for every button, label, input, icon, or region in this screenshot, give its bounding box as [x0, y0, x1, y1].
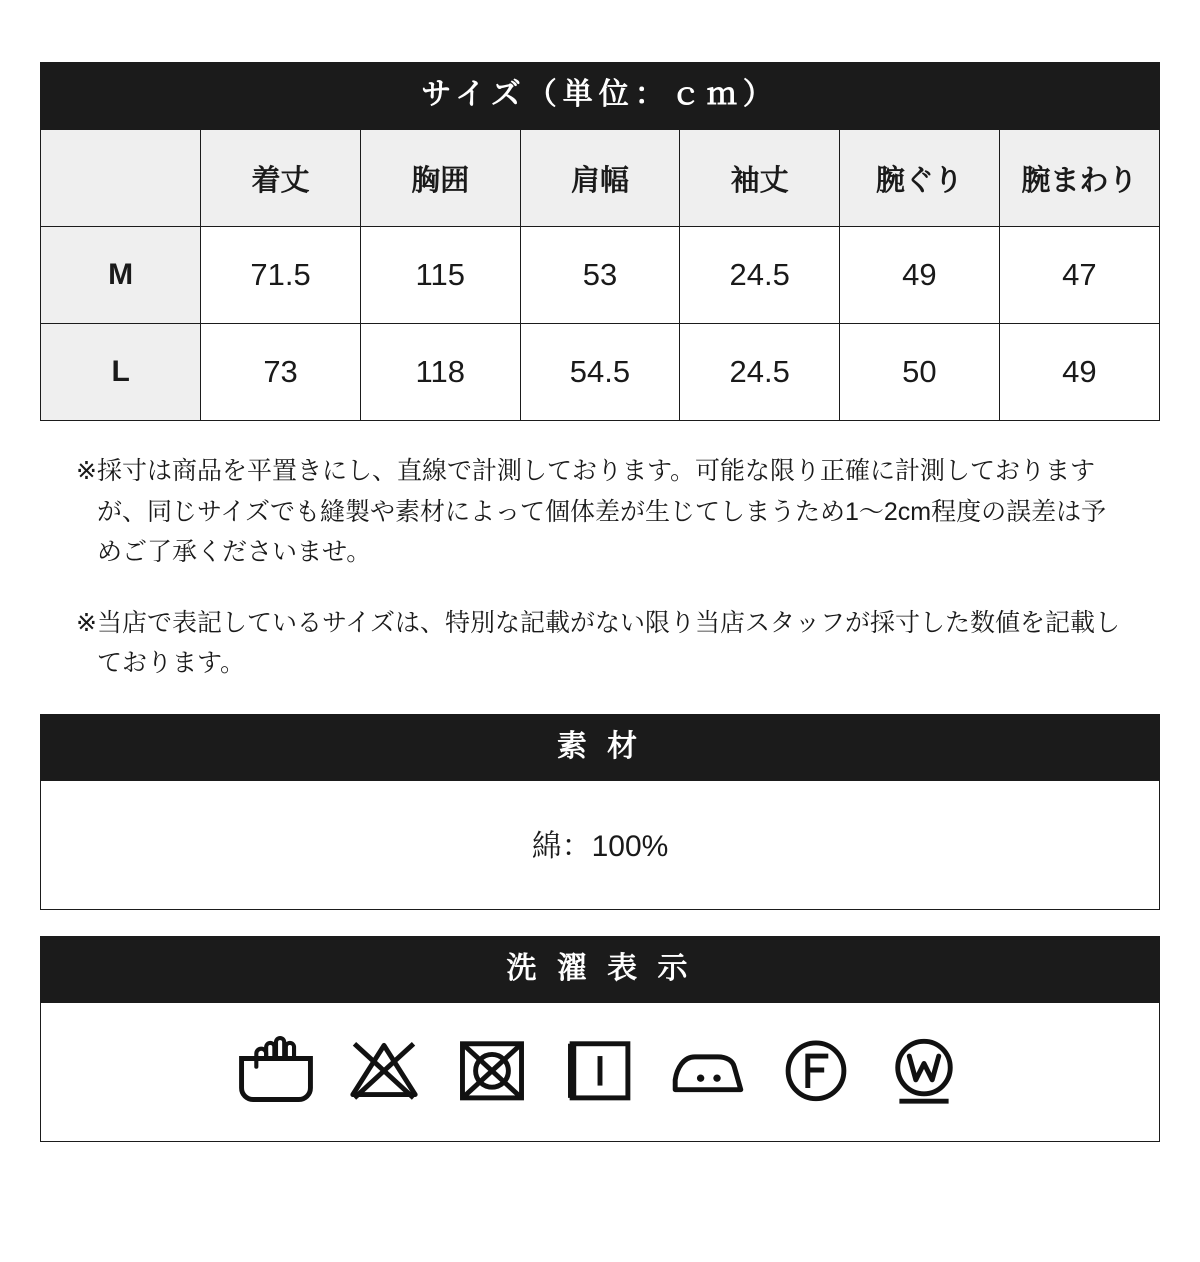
- dry-clean-petroleum-icon: [775, 1029, 857, 1111]
- material-section: [40, 714, 1160, 910]
- washing-section-title: 洗 濯 表 示: [40, 936, 1160, 1003]
- size-cell: 50: [840, 324, 1000, 421]
- note-mark: ※: [76, 457, 97, 485]
- material-section-title: 素 材: [40, 714, 1160, 781]
- note-text: 採寸は商品を平置きにし、直線で計測しております。可能な限り正確に計測しておりますが、同じサイズでも縫製や素材によって個体差が生じてしまうため1〜2cm程度の誤差は予めご了承くださいませ。: [96, 457, 1107, 566]
- size-column-header: 腕ぐり: [840, 130, 1000, 227]
- size-column-header: 袖丈: [680, 130, 840, 227]
- size-cell: 53: [520, 227, 680, 324]
- note-item: [76, 603, 1128, 684]
- material-value: 綿：100%: [41, 781, 1159, 909]
- washing-icon-row: [41, 1003, 1159, 1141]
- notes-section: [40, 451, 1160, 684]
- size-section-title: サイズ（単位：ｃｍ）: [41, 62, 1159, 129]
- size-row-label: M: [41, 227, 201, 324]
- size-row-label: L: [41, 324, 201, 421]
- size-cell: 49: [840, 227, 1000, 324]
- hand-wash-icon: [235, 1029, 317, 1111]
- size-column-header: 肩幅: [520, 130, 680, 227]
- size-cell: 24.5: [680, 324, 840, 421]
- size-table: [41, 129, 1159, 420]
- size-section: [40, 62, 1160, 421]
- line-dry-in-shade-icon: [559, 1029, 641, 1111]
- size-table-body: [41, 227, 1159, 421]
- washing-section: [40, 936, 1160, 1142]
- size-table-corner-cell: [41, 130, 201, 227]
- size-cell: 54.5: [520, 324, 680, 421]
- size-column-header: 着丈: [201, 130, 361, 227]
- size-column-header: 腕まわり: [999, 130, 1159, 227]
- size-table-header-row: [41, 130, 1159, 227]
- no-tumble-dry-icon: [451, 1029, 533, 1111]
- size-cell: 71.5: [201, 227, 361, 324]
- size-table-head: [41, 130, 1159, 227]
- product-spec-page: [0, 62, 1200, 1262]
- size-cell: 24.5: [680, 227, 840, 324]
- note-item: [76, 451, 1128, 573]
- wet-clean-icon: [883, 1029, 965, 1111]
- note-text: 当店で表記しているサイズは、特別な記載がない限り当店スタッフが採寸した数値を記載しております。: [96, 608, 1120, 677]
- size-cell: 47: [999, 227, 1159, 324]
- size-cell: 115: [360, 227, 520, 324]
- no-bleach-icon: [343, 1029, 425, 1111]
- note-mark: ※: [76, 608, 97, 637]
- table-row: [41, 227, 1159, 324]
- size-cell: 73: [201, 324, 361, 421]
- iron-low-icon: [667, 1029, 749, 1111]
- size-cell: 49: [999, 324, 1159, 421]
- size-column-header: 胸囲: [360, 130, 520, 227]
- size-cell: 118: [360, 324, 520, 421]
- table-row: [41, 324, 1159, 421]
